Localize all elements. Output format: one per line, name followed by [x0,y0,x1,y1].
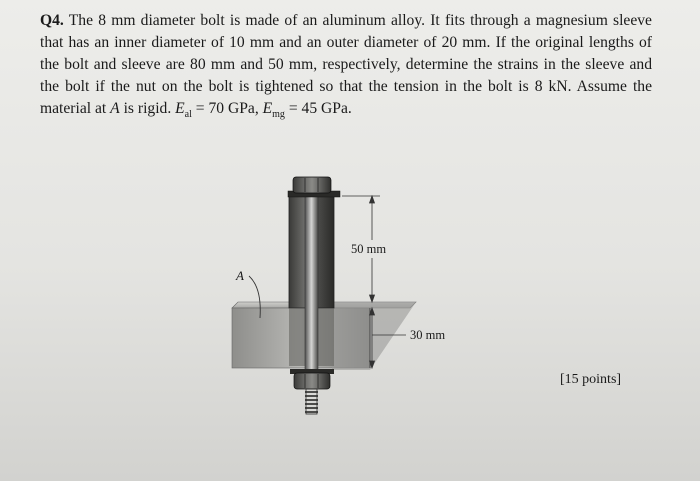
top-nut [293,177,331,193]
bottom-nut [294,373,330,389]
bolt-sleeve-figure [220,170,480,430]
eal-symbol: E [175,100,185,117]
bolt-threads [305,392,318,412]
question-line-3: the bolt and sleeve are 80 mm and 50 mm, respectively, determine the strains in the sleeve and [40,56,652,73]
eal-subscript: al [184,109,192,121]
emg-symbol: E [262,100,273,117]
dim-50-label: 50 mm [351,242,387,256]
question-line-5 [40,98,652,126]
line-5-start: material at [40,100,111,117]
emg-subscript: mg [272,109,285,121]
eal-value: = 70 GPa, [191,100,263,117]
label-a: A [236,268,244,283]
points-label: [15 points] [560,372,622,387]
emg-value: = 45 GPa. [284,100,352,117]
point-a-ref: A [110,100,120,117]
question-line-1-text: The 8 mm diameter bolt is made of an aluminum alloy. It fits through a magnesium sleeve [68,12,652,29]
bolt-shaft [305,190,318,382]
question-line-4: the bolt if the nut on the bolt is tightened so that the tension in the bolt is 8 kN. Assume the [40,78,652,95]
line-5-mid: is rigid. [119,100,176,117]
question-text [40,10,652,126]
dim-30-label: 30 mm [410,328,446,342]
question-line-2: that has an inner diameter of 10 mm and an outer diameter of 20 mm. If the original lengths of [40,34,652,51]
question-number: Q4. [40,12,64,29]
question-line-1 [40,10,652,32]
